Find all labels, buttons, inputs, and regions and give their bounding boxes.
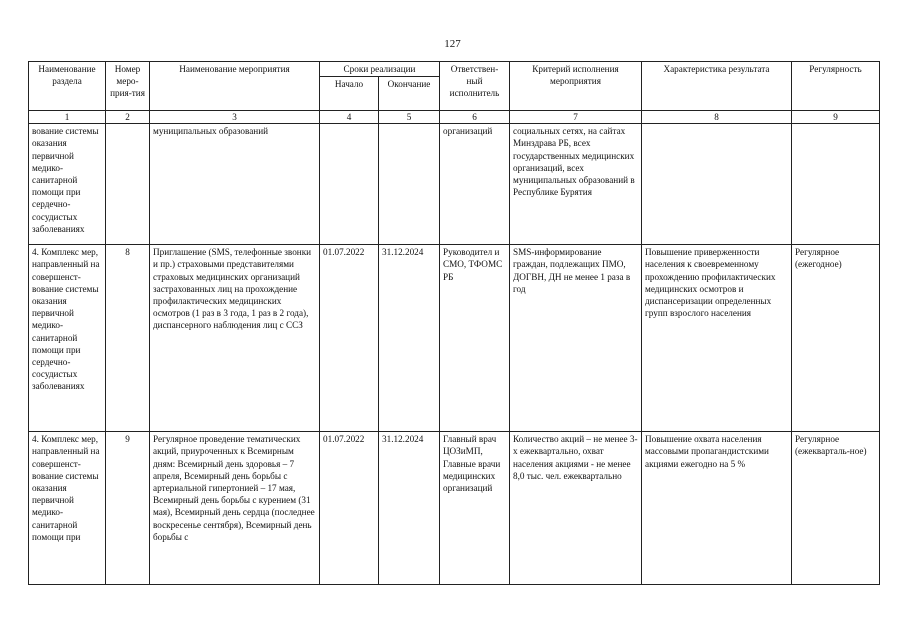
cell-end: 31.12.2024 <box>379 245 440 432</box>
cell-responsible: Главный врач ЦОЗиМП, Главные врачи медицинских организаций <box>440 432 510 585</box>
column-number: 7 <box>510 111 642 124</box>
header-end: Окончание <box>379 77 440 111</box>
cell-section: 4. Комплекс мер, направленный на совершенст-вование системы оказания первичной медико-санитарной помощи при <box>29 432 106 585</box>
cell-section: 4. Комплекс мер, направленный на совершенст-вование системы оказания первичной медико-санитарной помощи при сердечно-сосудистых заболеваниях <box>29 245 106 432</box>
column-number: 3 <box>150 111 320 124</box>
header-criterion: Критерий исполнения мероприятия <box>510 62 642 111</box>
cell-event: Регулярное проведение тематических акций, приуроченных к Всемирным дням: Всемирный день здоровья – 7 апреля, Всемирный день борьбы с артериальной гипертонией – 17 мая, Всемирный день борьбы с курением (31 мая), Всемирный день сердца (последнее воскресенье сентября), Всемирный день борьбы с <box>150 432 320 585</box>
page-number: 127 <box>444 38 461 50</box>
header-row <box>29 62 880 77</box>
cell-end: 31.12.2024 <box>379 432 440 585</box>
cell-responsible: организаций <box>440 124 510 245</box>
cell-result: Повышение приверженности населения к своевременному прохождению профилактических медицинских осмотров и диспансеризации определенных групп взрослого населения <box>642 245 792 432</box>
column-number: 1 <box>29 111 106 124</box>
cell-regularity: Регулярное (ежекварталь-ное) <box>792 432 880 585</box>
cell-criterion: Количество акций – не менее 3-х ежеквартально, охват населения акциями - не менее 8,0 тыс. чел. ежеквартально <box>510 432 642 585</box>
table-row <box>29 432 880 585</box>
header-result: Характеристика результата <box>642 62 792 111</box>
column-number: 2 <box>106 111 150 124</box>
column-number: 9 <box>792 111 880 124</box>
table-row <box>29 124 880 245</box>
column-number: 5 <box>379 111 440 124</box>
header-event: Наименование мероприятия <box>150 62 320 111</box>
cell-section: вование системы оказания первичной медико-санитарной помощи при сердечно-сосудистых заболеваниях <box>29 124 106 245</box>
cell-result: Повышение охвата населения массовыми пропагандистскими акциями ежегодно на 5 % <box>642 432 792 585</box>
cell-result <box>642 124 792 245</box>
column-numbers-row <box>29 111 880 124</box>
cell-number: 8 <box>106 245 150 432</box>
cell-event: муниципальных образований <box>150 124 320 245</box>
header-number: Номер меро-прия-тия <box>106 62 150 111</box>
header-responsible: Ответствен-ный исполнитель <box>440 62 510 111</box>
header-section: Наименование раздела <box>29 62 106 111</box>
cell-number: 9 <box>106 432 150 585</box>
table-row <box>29 245 880 432</box>
header-regularity: Регулярность <box>792 62 880 111</box>
column-number: 6 <box>440 111 510 124</box>
cell-regularity <box>792 124 880 245</box>
cell-criterion: SMS-информирование граждан, подлежащих ПМО, ДОГВН, ДН не менее 1 раза в год <box>510 245 642 432</box>
cell-start: 01.07.2022 <box>320 245 379 432</box>
header-timing: Сроки реализации <box>320 62 440 77</box>
cell-start: 01.07.2022 <box>320 432 379 585</box>
header-start: Начало <box>320 77 379 111</box>
cell-end <box>379 124 440 245</box>
cell-number <box>106 124 150 245</box>
cell-regularity: Регулярное (ежегодное) <box>792 245 880 432</box>
column-number: 4 <box>320 111 379 124</box>
activities-table <box>28 61 880 585</box>
cell-event: Приглашение (SMS, телефонные звонки и пр.) страховыми представителями страховых медицинских организаций застрахованных лиц на прохождение профилактических медицинских осмотров (1 раз в 3 года, 1 раз в 2 года), диспансерного наблюдения лиц с ССЗ <box>150 245 320 432</box>
column-number: 8 <box>642 111 792 124</box>
cell-responsible: Руководител и СМО, ТФОМС РБ <box>440 245 510 432</box>
cell-start <box>320 124 379 245</box>
cell-criterion: социальных сетях, на сайтах Минздрава РБ, всех государственных медицинских организаций, всех муниципальных образований в Республике Бурятия <box>510 124 642 245</box>
